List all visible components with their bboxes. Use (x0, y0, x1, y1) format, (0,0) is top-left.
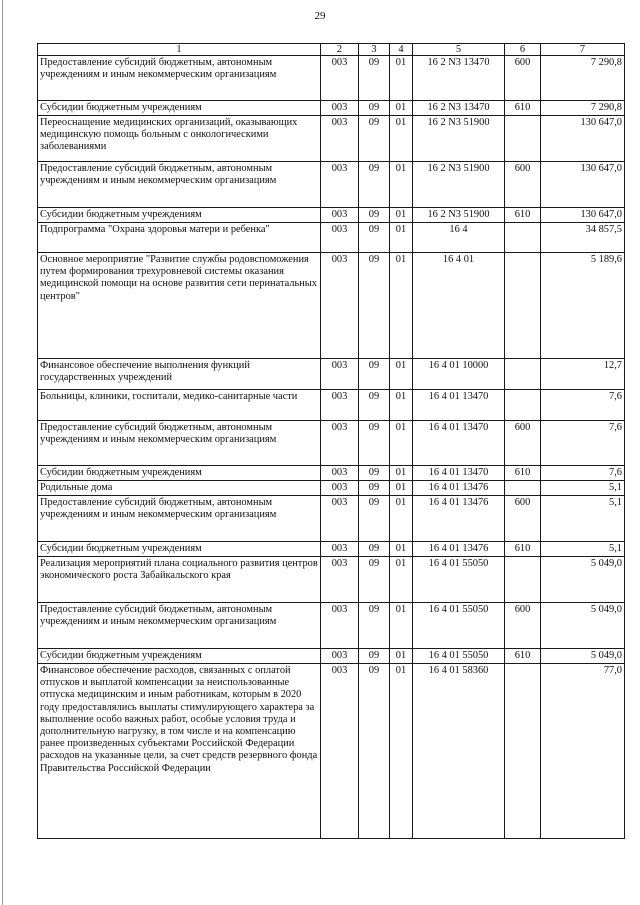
table-row (38, 664, 625, 839)
cell-name: Финансовое обеспечение выполнения функций государственных учреждений (38, 359, 321, 390)
cell-target-article: 16 4 01 13476 (413, 481, 505, 496)
cell-ministry-code: 003 (321, 253, 359, 359)
cell-target-article: 16 2 N3 51900 (413, 116, 505, 162)
cell-subsection: 01 (390, 359, 413, 390)
cell-expense-type (505, 664, 541, 839)
cell-subsection: 01 (390, 162, 413, 208)
cell-amount: 5 189,6 (541, 253, 625, 359)
cell-ministry-code: 003 (321, 116, 359, 162)
cell-section: 09 (359, 542, 390, 557)
table-row (38, 162, 625, 208)
cell-ministry-code: 003 (321, 542, 359, 557)
cell-subsection: 01 (390, 253, 413, 359)
cell-ministry-code: 003 (321, 496, 359, 542)
header-col-4: 4 (390, 44, 413, 56)
cell-ministry-code: 003 (321, 481, 359, 496)
cell-expense-type (505, 253, 541, 359)
cell-expense-type (505, 390, 541, 421)
cell-expense-type: 600 (505, 496, 541, 542)
cell-amount: 7,6 (541, 466, 625, 481)
cell-target-article: 16 4 01 55050 (413, 649, 505, 664)
cell-subsection: 01 (390, 223, 413, 253)
header-col-5: 5 (413, 44, 505, 56)
table-row (38, 390, 625, 421)
cell-expense-type (505, 481, 541, 496)
cell-amount: 12,7 (541, 359, 625, 390)
cell-ministry-code: 003 (321, 208, 359, 223)
scan-edge-line (2, 0, 3, 905)
table-row (38, 116, 625, 162)
cell-expense-type (505, 116, 541, 162)
cell-section: 09 (359, 223, 390, 253)
cell-ministry-code: 003 (321, 466, 359, 481)
cell-target-article: 16 4 01 13470 (413, 421, 505, 466)
cell-expense-type: 610 (505, 208, 541, 223)
header-row (38, 44, 625, 56)
cell-amount: 5,1 (541, 496, 625, 542)
cell-name: Предоставление субсидий бюджетным, автономным учреждениям и иным некоммерческим организациям (38, 162, 321, 208)
cell-target-article: 16 4 01 13470 (413, 466, 505, 481)
cell-section: 09 (359, 253, 390, 359)
cell-section: 09 (359, 496, 390, 542)
table-row (38, 223, 625, 253)
table-row (38, 481, 625, 496)
cell-name: Родильные дома (38, 481, 321, 496)
cell-subsection: 01 (390, 649, 413, 664)
cell-section: 09 (359, 56, 390, 101)
cell-ministry-code: 003 (321, 664, 359, 839)
cell-amount: 7 290,8 (541, 56, 625, 101)
header-col-1: 1 (38, 44, 321, 56)
cell-section: 09 (359, 162, 390, 208)
cell-expense-type: 600 (505, 603, 541, 649)
table-row (38, 208, 625, 223)
header-col-3: 3 (359, 44, 390, 56)
table-row (38, 557, 625, 603)
cell-expense-type: 600 (505, 421, 541, 466)
cell-name: Субсидии бюджетным учреждениям (38, 542, 321, 557)
cell-amount: 5 049,0 (541, 603, 625, 649)
cell-name: Предоставление субсидий бюджетным, автономным учреждениям и иным некоммерческим организациям (38, 421, 321, 466)
cell-target-article: 16 2 N3 13470 (413, 101, 505, 116)
cell-amount: 5,1 (541, 542, 625, 557)
cell-target-article: 16 4 01 (413, 253, 505, 359)
cell-target-article: 16 2 N3 13470 (413, 56, 505, 101)
cell-subsection: 01 (390, 542, 413, 557)
cell-ministry-code: 003 (321, 101, 359, 116)
cell-amount: 130 647,0 (541, 116, 625, 162)
cell-subsection: 01 (390, 603, 413, 649)
cell-ministry-code: 003 (321, 557, 359, 603)
cell-target-article: 16 4 (413, 223, 505, 253)
cell-section: 09 (359, 649, 390, 664)
cell-target-article: 16 2 N3 51900 (413, 162, 505, 208)
cell-name: Субсидии бюджетным учреждениям (38, 466, 321, 481)
cell-subsection: 01 (390, 390, 413, 421)
cell-target-article: 16 4 01 13476 (413, 542, 505, 557)
cell-section: 09 (359, 359, 390, 390)
cell-expense-type (505, 557, 541, 603)
page-number: 29 (314, 10, 326, 22)
cell-ministry-code: 003 (321, 359, 359, 390)
table-row (38, 542, 625, 557)
cell-name: Финансовое обеспечение расходов, связанных с оплатой отпусков и выплатой компенсации за неиспользованные отпуска медицинским и иным работникам, которым в 2020 году предоставлялись выплаты стимулирующего характера за выполнение особо важных работ, особые условия труда и дополнительную нагрузку, в том числе и на компенсацию ранее произведенных субъектами Российской Федерации расходов на указанные цели, за счет средств резервного фонда Правительства Российской Федерации (38, 664, 321, 839)
cell-section: 09 (359, 208, 390, 223)
table-row (38, 496, 625, 542)
cell-subsection: 01 (390, 481, 413, 496)
cell-name: Предоставление субсидий бюджетным, автономным учреждениям и иным некоммерческим организациям (38, 56, 321, 101)
cell-section: 09 (359, 421, 390, 466)
cell-ministry-code: 003 (321, 223, 359, 253)
header-col-7: 7 (541, 44, 625, 56)
cell-target-article: 16 4 01 13476 (413, 496, 505, 542)
cell-amount: 130 647,0 (541, 208, 625, 223)
cell-subsection: 01 (390, 421, 413, 466)
cell-section: 09 (359, 101, 390, 116)
cell-name: Подпрограмма "Охрана здоровья матери и ребенка" (38, 223, 321, 253)
cell-section: 09 (359, 481, 390, 496)
cell-section: 09 (359, 603, 390, 649)
cell-expense-type (505, 359, 541, 390)
cell-subsection: 01 (390, 466, 413, 481)
cell-amount: 5 049,0 (541, 649, 625, 664)
cell-section: 09 (359, 664, 390, 839)
cell-expense-type: 610 (505, 466, 541, 481)
table-row (38, 421, 625, 466)
cell-expense-type: 600 (505, 56, 541, 101)
cell-amount: 34 857,5 (541, 223, 625, 253)
cell-subsection: 01 (390, 557, 413, 603)
table-row (38, 466, 625, 481)
cell-section: 09 (359, 466, 390, 481)
cell-target-article: 16 4 01 55050 (413, 603, 505, 649)
cell-amount: 77,0 (541, 664, 625, 839)
table-row (38, 253, 625, 359)
cell-amount: 5 049,0 (541, 557, 625, 603)
cell-ministry-code: 003 (321, 603, 359, 649)
cell-ministry-code: 003 (321, 421, 359, 466)
cell-name: Субсидии бюджетным учреждениям (38, 208, 321, 223)
cell-expense-type: 610 (505, 542, 541, 557)
cell-ministry-code: 003 (321, 162, 359, 208)
header-col-2: 2 (321, 44, 359, 56)
table-row (38, 101, 625, 116)
cell-subsection: 01 (390, 56, 413, 101)
cell-amount: 7 290,8 (541, 101, 625, 116)
cell-target-article: 16 4 01 55050 (413, 557, 505, 603)
cell-target-article: 16 2 N3 51900 (413, 208, 505, 223)
cell-section: 09 (359, 116, 390, 162)
cell-expense-type (505, 223, 541, 253)
cell-expense-type: 610 (505, 101, 541, 116)
cell-amount: 7,6 (541, 390, 625, 421)
table-row (38, 359, 625, 390)
cell-name: Основное мероприятие "Развитие службы родовспоможения путем формирования трехуровневой системы оказания медицинской помощи на основе развития сети перинатальных центров" (38, 253, 321, 359)
cell-section: 09 (359, 390, 390, 421)
budget-table (37, 43, 625, 839)
cell-target-article: 16 4 01 13470 (413, 390, 505, 421)
cell-ministry-code: 003 (321, 649, 359, 664)
cell-section: 09 (359, 557, 390, 603)
cell-name: Субсидии бюджетным учреждениям (38, 649, 321, 664)
cell-name: Больницы, клиники, госпитали, медико-санитарные части (38, 390, 321, 421)
cell-ministry-code: 003 (321, 56, 359, 101)
cell-expense-type: 600 (505, 162, 541, 208)
cell-subsection: 01 (390, 496, 413, 542)
cell-amount: 130 647,0 (541, 162, 625, 208)
cell-name: Предоставление субсидий бюджетным, автономным учреждениям и иным некоммерческим организациям (38, 496, 321, 542)
cell-subsection: 01 (390, 116, 413, 162)
cell-name: Переоснащение медицинских организаций, оказывающих медицинскую помощь больным с онкологическими заболеваниями (38, 116, 321, 162)
cell-ministry-code: 003 (321, 390, 359, 421)
table-row (38, 56, 625, 101)
table-row (38, 603, 625, 649)
cell-name: Предоставление субсидий бюджетным, автономным учреждениям и иным некоммерческим организациям (38, 603, 321, 649)
cell-name: Субсидии бюджетным учреждениям (38, 101, 321, 116)
header-col-6: 6 (505, 44, 541, 56)
cell-amount: 5,1 (541, 481, 625, 496)
cell-amount: 7,6 (541, 421, 625, 466)
table-row (38, 649, 625, 664)
cell-expense-type: 610 (505, 649, 541, 664)
cell-subsection: 01 (390, 208, 413, 223)
cell-target-article: 16 4 01 10000 (413, 359, 505, 390)
cell-name: Реализация мероприятий плана социального развития центров экономического роста Забайкальского края (38, 557, 321, 603)
cell-subsection: 01 (390, 664, 413, 839)
cell-target-article: 16 4 01 58360 (413, 664, 505, 839)
cell-subsection: 01 (390, 101, 413, 116)
